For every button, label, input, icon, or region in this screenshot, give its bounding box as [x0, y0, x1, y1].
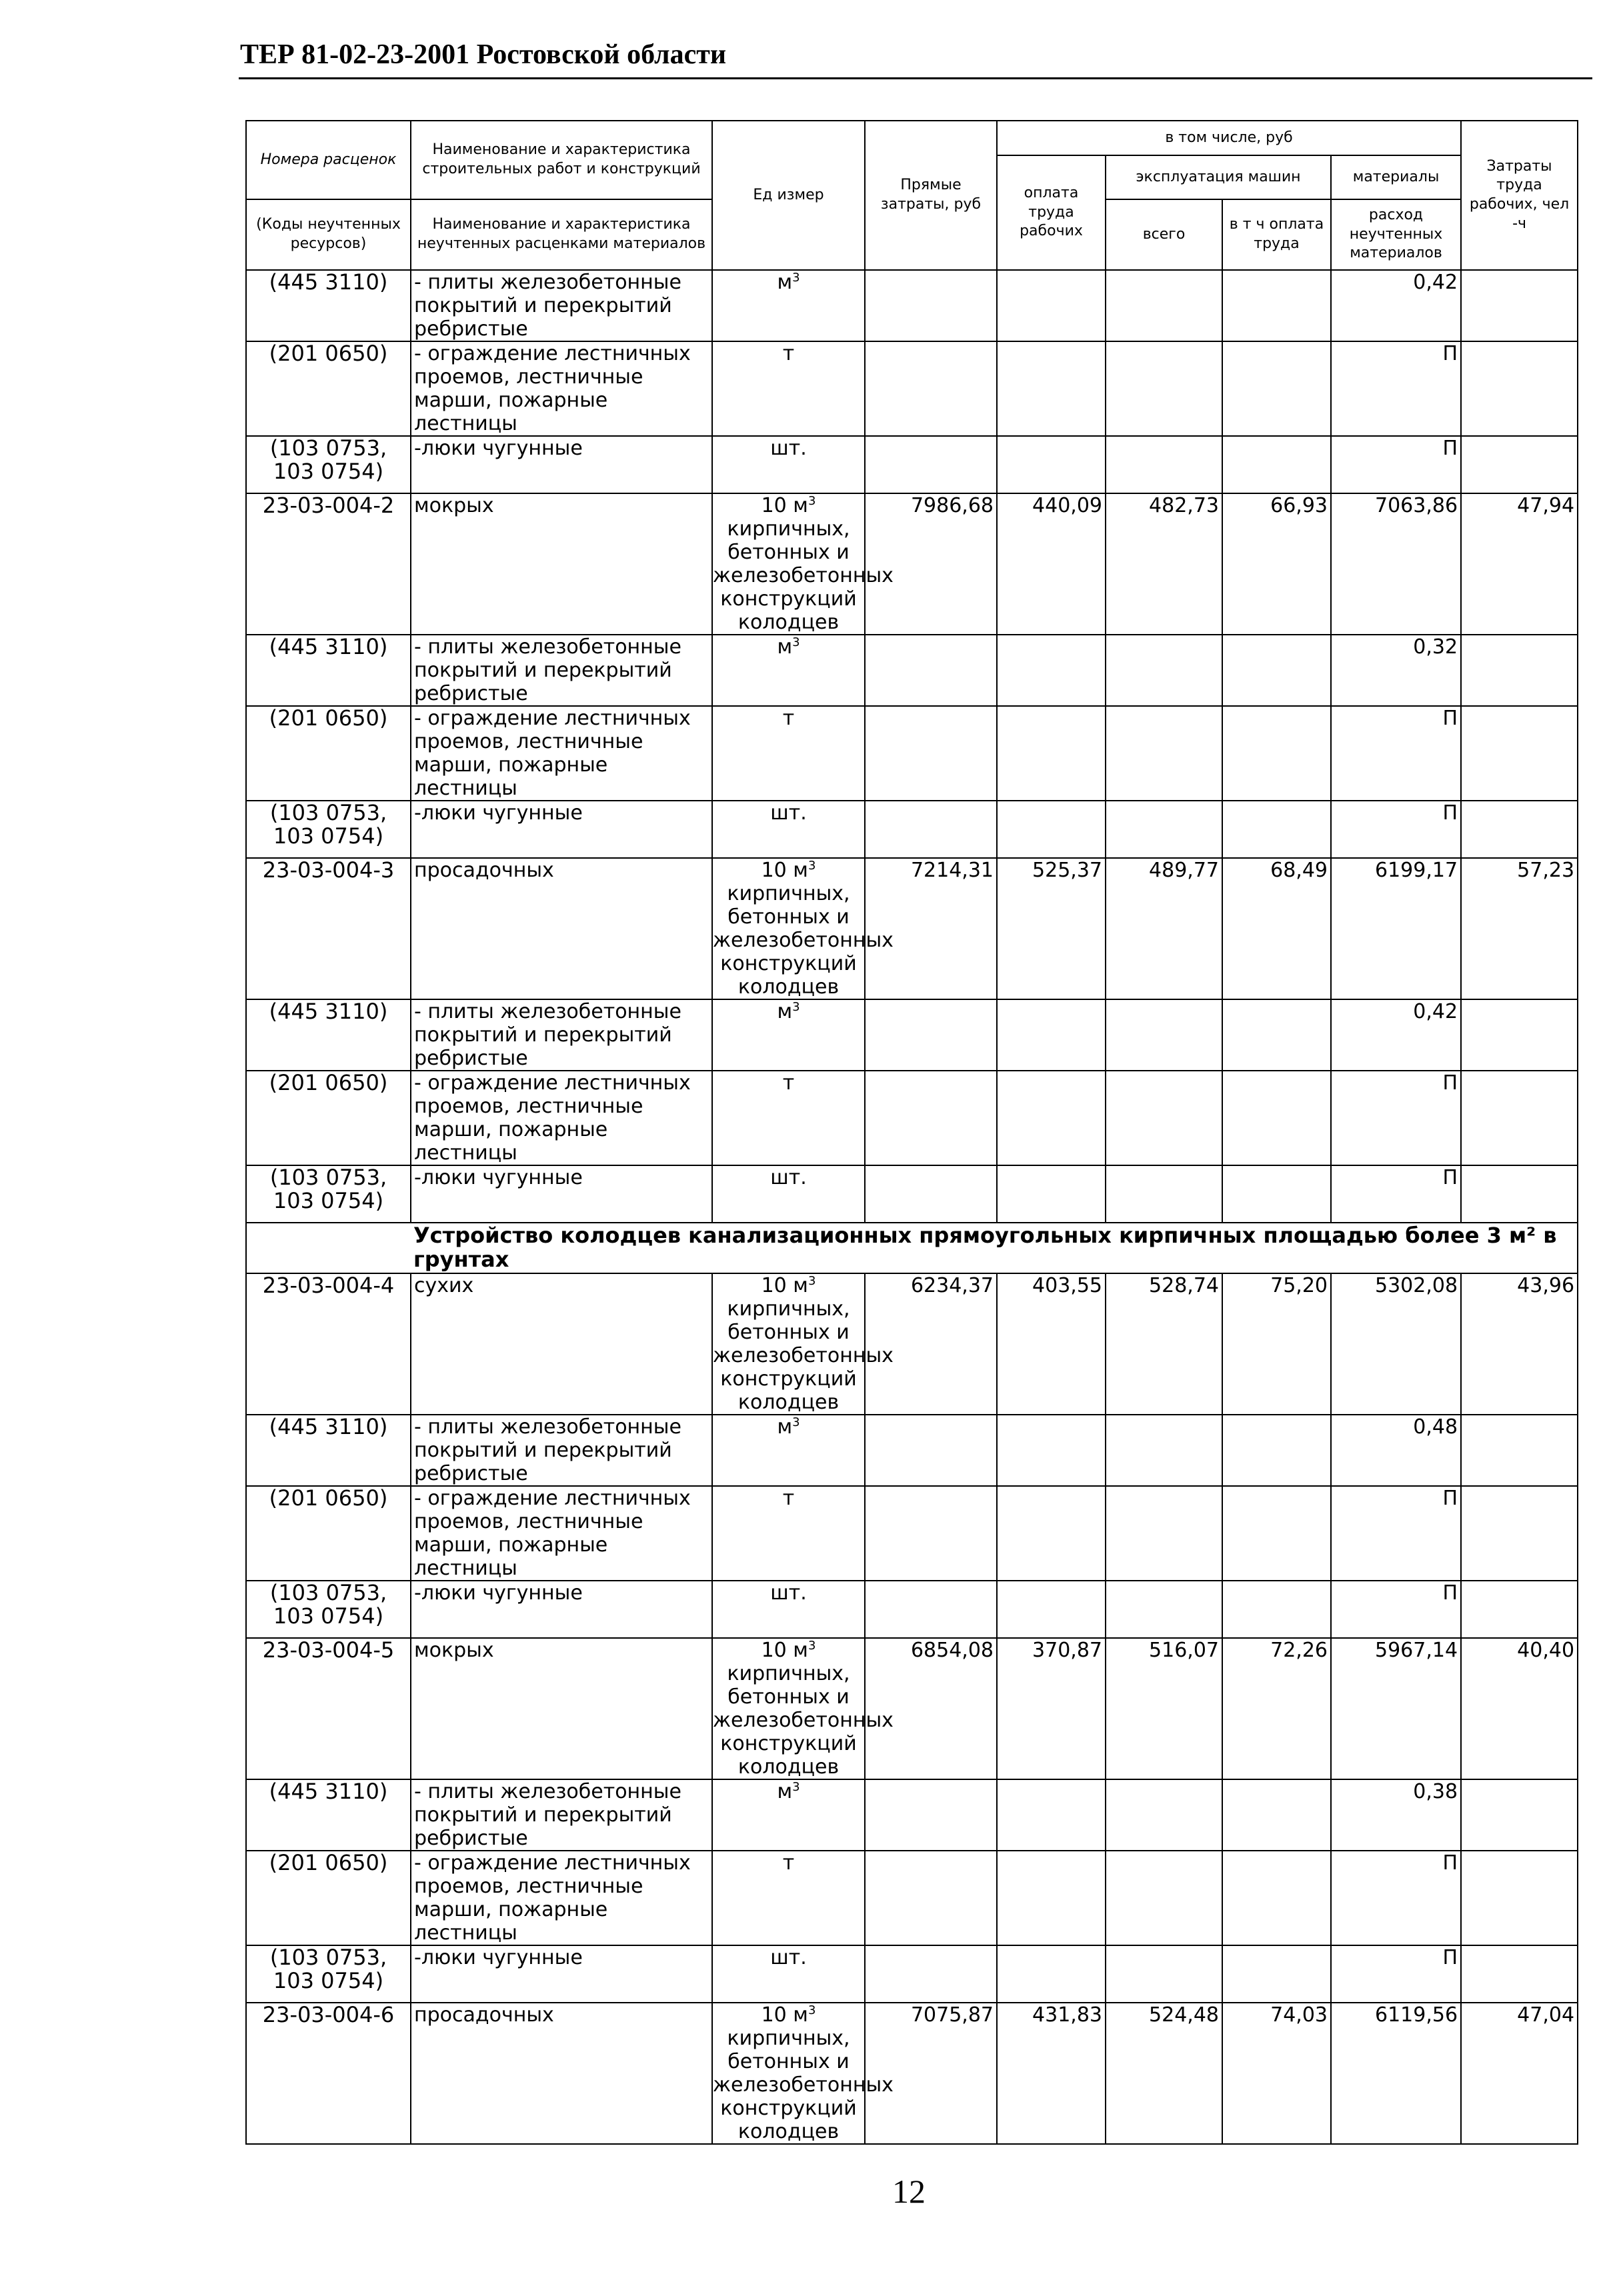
resource-name: - плиты железобетонные покрытий и перекрытий ребристые — [411, 1415, 712, 1486]
group-title: Устройство колодцев канализационных прямоугольных кирпичных площадью более 3 м² в грунтах — [246, 1223, 1578, 1273]
col-mach-total: всего — [1106, 199, 1222, 270]
resource-name: - плиты железобетонные покрытий и перекрытий ребристые — [411, 1779, 712, 1851]
direct-cost: 7075,87 — [865, 2003, 997, 2144]
unit-cell: т — [712, 1071, 865, 1165]
col-materials: материалы — [1331, 155, 1461, 199]
labor-pay: 431,83 — [997, 2003, 1106, 2144]
col-machines: эксплуатация машин — [1106, 155, 1331, 199]
rate-code: 23-03-004-3 — [246, 858, 411, 999]
rate-code: 23-03-004-5 — [246, 1638, 411, 1779]
page-number: 12 — [892, 2173, 926, 2210]
rate-name: мокрых — [411, 493, 712, 635]
resource-name: -люки чугунные — [411, 1945, 712, 2003]
unit-cell: шт. — [712, 1581, 865, 1638]
machine-cost: 482,73 — [1106, 493, 1222, 635]
unit-cell: 10 $м^3$ кирпичных, бетонных и железобетонных конструкций колодцев — [713, 859, 894, 999]
unit-cell: шт. — [712, 1945, 865, 2003]
resource-name: - ограждение лестничных проемов, лестничные марши, пожарные лестницы — [411, 341, 712, 436]
unit-cell: 10 $м^3$ кирпичных, бетонных и железобетонных конструкций колодцев — [713, 1639, 894, 1779]
labor-pay: 370,87 — [997, 1638, 1106, 1779]
rate-code: 23-03-004-4 — [246, 1273, 411, 1415]
resource-name: -люки чугунные — [411, 1165, 712, 1223]
qty-cell: П — [1331, 1581, 1461, 1638]
unit-cell: т — [712, 1851, 865, 1945]
resource-code: (445 3110) — [246, 1779, 411, 1851]
qty-cell: П — [1331, 436, 1461, 493]
resource-name: - ограждение лестничных проемов, лестничные марши, пожарные лестницы — [411, 1486, 712, 1581]
resource-code: (201 0650) — [246, 341, 411, 436]
qty-cell: 0,42 — [1331, 999, 1461, 1071]
unit-cell: $м^3$ — [712, 1779, 865, 1851]
resource-code: (201 0650) — [246, 1486, 411, 1581]
unit-cell: $м^3$ — [712, 270, 865, 341]
machine-labor: 72,26 — [1222, 1638, 1331, 1779]
resource-name: - плиты железобетонные покрытий и перекрытий ребристые — [411, 999, 712, 1071]
resource-code: (445 3110) — [246, 270, 411, 341]
qty-cell: П — [1331, 341, 1461, 436]
page-header: ТЕР 81-02-23-2001 Ростовской области — [240, 39, 727, 70]
machine-cost: 516,07 — [1106, 1638, 1222, 1779]
col-name-top: Наименование и характеристика строительных работ и конструкций — [411, 121, 712, 199]
col-incl: в том числе, руб — [997, 121, 1461, 155]
qty-cell: П — [1331, 1945, 1461, 2003]
labor-hours: 47,04 — [1461, 2003, 1578, 2144]
resource-code: (103 0753, 103 0754) — [246, 801, 411, 858]
resource-code: (103 0753, 103 0754) — [246, 1945, 411, 2003]
resource-code: (445 3110) — [246, 1415, 411, 1486]
resource-name: - ограждение лестничных проемов, лестничные марши, пожарные лестницы — [411, 706, 712, 801]
qty-cell: 0,32 — [1331, 635, 1461, 706]
machine-cost: 528,74 — [1106, 1273, 1222, 1415]
materials-cost: 5967,14 — [1331, 1638, 1461, 1779]
qty-cell: П — [1331, 1165, 1461, 1223]
col-name-bottom: Наименование и характеристика неучтенных расценками материалов — [411, 199, 712, 270]
direct-cost: 7986,68 — [865, 493, 997, 635]
labor-pay: 403,55 — [997, 1273, 1106, 1415]
labor-pay: 525,37 — [997, 858, 1106, 999]
col-labor-pay: оплата труда рабочих — [997, 155, 1106, 270]
rate-code: 23-03-004-2 — [246, 493, 411, 635]
materials-cost: 5302,08 — [1331, 1273, 1461, 1415]
machine-labor: 66,93 — [1222, 493, 1331, 635]
resource-code: (201 0650) — [246, 706, 411, 801]
resource-code: (103 0753, 103 0754) — [246, 1165, 411, 1223]
unit-cell: 10 $м^3$ кирпичных, бетонных и железобетонных конструкций колодцев — [713, 494, 894, 634]
resource-name: - ограждение лестничных проемов, лестничные марши, пожарные лестницы — [411, 1851, 712, 1945]
rate-code: 23-03-004-6 — [246, 2003, 411, 2144]
unit-cell: 10 $м^3$ кирпичных, бетонных и железобетонных конструкций колодцев — [713, 1274, 894, 1414]
materials-cost: 6199,17 — [1331, 858, 1461, 999]
labor-hours: 47,94 — [1461, 493, 1578, 635]
rate-name: просадочных — [411, 2003, 712, 2144]
resource-code: (201 0650) — [246, 1071, 411, 1165]
qty-cell: 0,42 — [1331, 270, 1461, 341]
rate-name: просадочных — [411, 858, 712, 999]
materials-cost: 6119,56 — [1331, 2003, 1461, 2144]
materials-cost: 7063,86 — [1331, 493, 1461, 635]
qty-cell: 0,38 — [1331, 1779, 1461, 1851]
resource-code: (103 0753, 103 0754) — [246, 436, 411, 493]
labor-hours: 43,96 — [1461, 1273, 1578, 1415]
machine-labor: 75,20 — [1222, 1273, 1331, 1415]
col-code-bottom: (Коды неучтенных ресурсов) — [246, 199, 411, 270]
resource-name: -люки чугунные — [411, 436, 712, 493]
resource-code: (445 3110) — [246, 635, 411, 706]
resource-name: - плиты железобетонные покрытий и перекрытий ребристые — [411, 635, 712, 706]
qty-cell: П — [1331, 1851, 1461, 1945]
rates-table — [245, 120, 1578, 2145]
qty-cell: П — [1331, 1486, 1461, 1581]
resource-name: -люки чугунные — [411, 1581, 712, 1638]
qty-cell: П — [1331, 1071, 1461, 1165]
unit-cell: шт. — [712, 1165, 865, 1223]
resource-name: - ограждение лестничных проемов, лестничные марши, пожарные лестницы — [411, 1071, 712, 1165]
col-labor-cost: Затраты труда рабочих, чел -ч — [1461, 121, 1578, 270]
labor-hours: 40,40 — [1461, 1638, 1578, 1779]
col-direct: Прямые затраты, руб — [865, 121, 997, 270]
unit-cell: т — [712, 1486, 865, 1581]
rate-name: сухих — [411, 1273, 712, 1415]
unit-cell: 10 $м^3$ кирпичных, бетонных и железобетонных конструкций колодцев — [713, 2003, 894, 2143]
resource-code: (201 0650) — [246, 1851, 411, 1945]
machine-cost: 524,48 — [1106, 2003, 1222, 2144]
unit-cell: $м^3$ — [712, 635, 865, 706]
direct-cost: 6234,37 — [865, 1273, 997, 1415]
labor-pay: 440,09 — [997, 493, 1106, 635]
machine-cost: 489,77 — [1106, 858, 1222, 999]
qty-cell: П — [1331, 706, 1461, 801]
resource-code: (445 3110) — [246, 999, 411, 1071]
qty-cell: П — [1331, 801, 1461, 858]
machine-labor: 74,03 — [1222, 2003, 1331, 2144]
unit-cell: т — [712, 706, 865, 801]
resource-name: -люки чугунные — [411, 801, 712, 858]
direct-cost: 7214,31 — [865, 858, 997, 999]
labor-hours: 57,23 — [1461, 858, 1578, 999]
col-mat-unaccounted: расход неучтенных материалов — [1331, 199, 1461, 270]
unit-cell: шт. — [712, 436, 865, 493]
col-code-top: Номера расценок — [246, 121, 411, 199]
qty-cell: 0,48 — [1331, 1415, 1461, 1486]
unit-cell: $м^3$ — [712, 1415, 865, 1486]
rate-name: мокрых — [411, 1638, 712, 1779]
resource-code: (103 0753, 103 0754) — [246, 1581, 411, 1638]
resource-name: - плиты железобетонные покрытий и перекрытий ребристые — [411, 270, 712, 341]
machine-labor: 68,49 — [1222, 858, 1331, 999]
col-unit: Ед измер — [712, 121, 865, 270]
col-mach-labor: в т ч оплата труда — [1222, 199, 1331, 270]
unit-cell: $м^3$ — [712, 999, 865, 1071]
unit-cell: т — [712, 341, 865, 436]
direct-cost: 6854,08 — [865, 1638, 997, 1779]
unit-cell: шт. — [712, 801, 865, 858]
header-rule — [239, 77, 1592, 79]
